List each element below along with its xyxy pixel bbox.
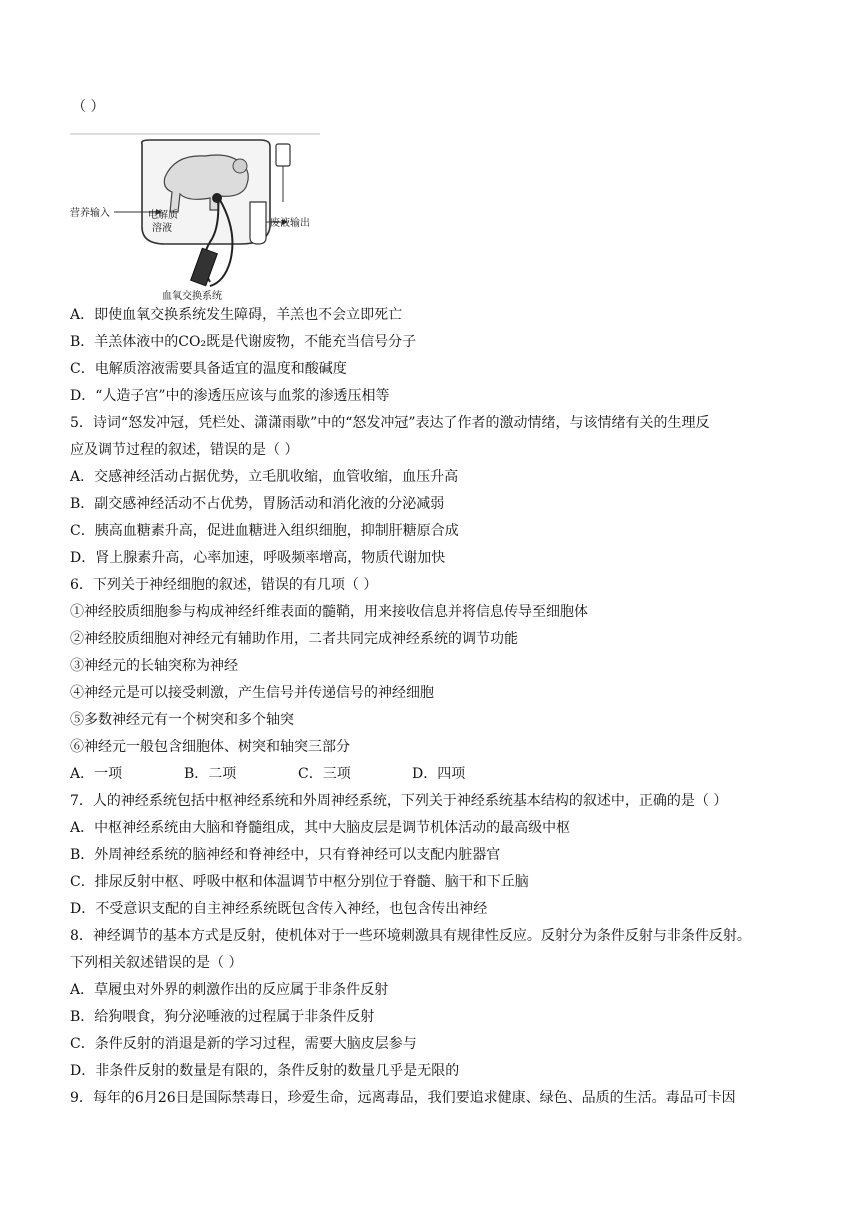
label-electrolyte: 电解质 [148, 210, 178, 221]
drip-bag [276, 144, 290, 166]
q4-option-d: D．“人造子宫”中的渗透压应该与血浆的渗透压相等 [70, 388, 390, 404]
label-exchange-system: 血氧交换系统 [162, 291, 222, 302]
q7-option-c: C．排尿反射中枢、呼吸中枢和体温调节中枢分别位于脊髓、脑干和下丘脑 [70, 874, 529, 890]
q6-option-c: C．三项 [298, 766, 351, 782]
q6-item-1: ①神经胶质细胞参与构成神经纤维表面的髓鞘，用来接收信息并将信息传导至细胞体 [70, 604, 588, 620]
q4-option-c: C．电解质溶液需要具备适宜的温度和酸碱度 [70, 361, 347, 377]
q6-item-2: ②神经胶质细胞对神经元有辅助作用，二者共同完成神经系统的调节功能 [70, 631, 518, 647]
q5-option-a: A．交感神经活动占据优势，立毛肌收缩，血管收缩，血压升高 [70, 469, 459, 485]
q5-option-c: C．胰高血糖素升高，促进血糖进入组织细胞，抑制肝糖原合成 [70, 523, 459, 539]
q4-option-a: A．即使血氧交换系统发生障碍，羊羔也不会立即死亡 [70, 307, 403, 323]
q8-stem-line1: 8．神经调节的基本方式是反射，使机体对于一些环境刺激具有规律性反应。反射分为条件反射与非条件反射。 [70, 928, 751, 944]
q6-item-4: ④神经元是可以接受刺激，产生信号并传递信号的神经细胞 [70, 685, 434, 701]
q8-option-a: A．草履虫对外界的刺激作出的反应属于非条件反射 [70, 982, 389, 998]
q9-stem: 9．每年的6月26日是国际禁毒日，珍爱生命，远离毒品，我们要追求健康、绿色、品质的生活。毒品可卡因 [70, 1090, 736, 1106]
q8-stem-line2: 下列相关叙述错误的是（ ） [70, 955, 243, 971]
waste-bottle [250, 202, 266, 244]
q5-stem-line2: 应及调节过程的叙述，错误的是（ ） [70, 442, 299, 458]
q5-option-b: B．副交感神经活动不占优势，胃肠活动和消化液的分泌减弱 [70, 496, 445, 512]
q7-option-d: D．不受意识支配的自主神经系统既包含传入神经，也包含传出神经 [70, 901, 488, 917]
answer-parenthesis: （ ） [72, 99, 105, 115]
q6-item-6: ⑥神经元一般包含细胞体、树突和轴突三部分 [70, 739, 350, 755]
q8-option-c: C．条件反射的消退是新的学习过程，需要大脑皮层参与 [70, 1036, 417, 1052]
label-waste-output: 废液输出 [270, 218, 310, 229]
q6-stem: 6．下列关于神经细胞的叙述，错误的有几项（ ） [70, 577, 378, 593]
q5-stem-line1: 5．诗词“怒发冲冠，凭栏处、潇潇雨歇”中的“怒发冲冠”表达了作者的激动情绪，与该情绪有关的生理反 [70, 415, 710, 431]
q6-option-b: B．二项 [184, 766, 237, 782]
oxygen-exchange-device [191, 248, 218, 285]
label-nutrient-input: 营养输入 [70, 208, 110, 219]
q6-item-3: ③神经元的长轴突称为神经 [70, 658, 238, 674]
q8-option-b: B．给狗喂食，狗分泌唾液的过程属于非条件反射 [70, 1009, 375, 1025]
q4-option-b: B．羊羔体液中的CO₂既是代谢废物，不能充当信号分子 [70, 334, 417, 350]
q7-option-a: A．中枢神经系统由大脑和脊髓组成，其中大脑皮层是调节机体活动的最高级中枢 [70, 820, 571, 836]
q6-item-5: ⑤多数神经元有一个树突和多个轴突 [70, 712, 294, 728]
q6-option-a: A．一项 [70, 766, 123, 782]
q7-stem: 7．人的神经系统包括中枢神经系统和外周神经系统，下列关于神经系统基本结构的叙述中，正确的是（ ） [70, 793, 728, 809]
label-solution: 溶液 [152, 223, 172, 234]
q8-option-d: D．非条件反射的数量是有限的，条件反射的数量几乎是无限的 [70, 1063, 460, 1079]
q7-option-b: B．外周神经系统的脑神经和脊神经中，只有脊神经可以支配内脏器官 [70, 847, 501, 863]
q6-options [70, 764, 526, 784]
q6-option-d: D．四项 [412, 766, 466, 782]
artificial-womb-figure [70, 132, 320, 302]
q5-option-d: D．肾上腺素升高，心率加速，呼吸频率增高，物质代谢加快 [70, 550, 446, 566]
